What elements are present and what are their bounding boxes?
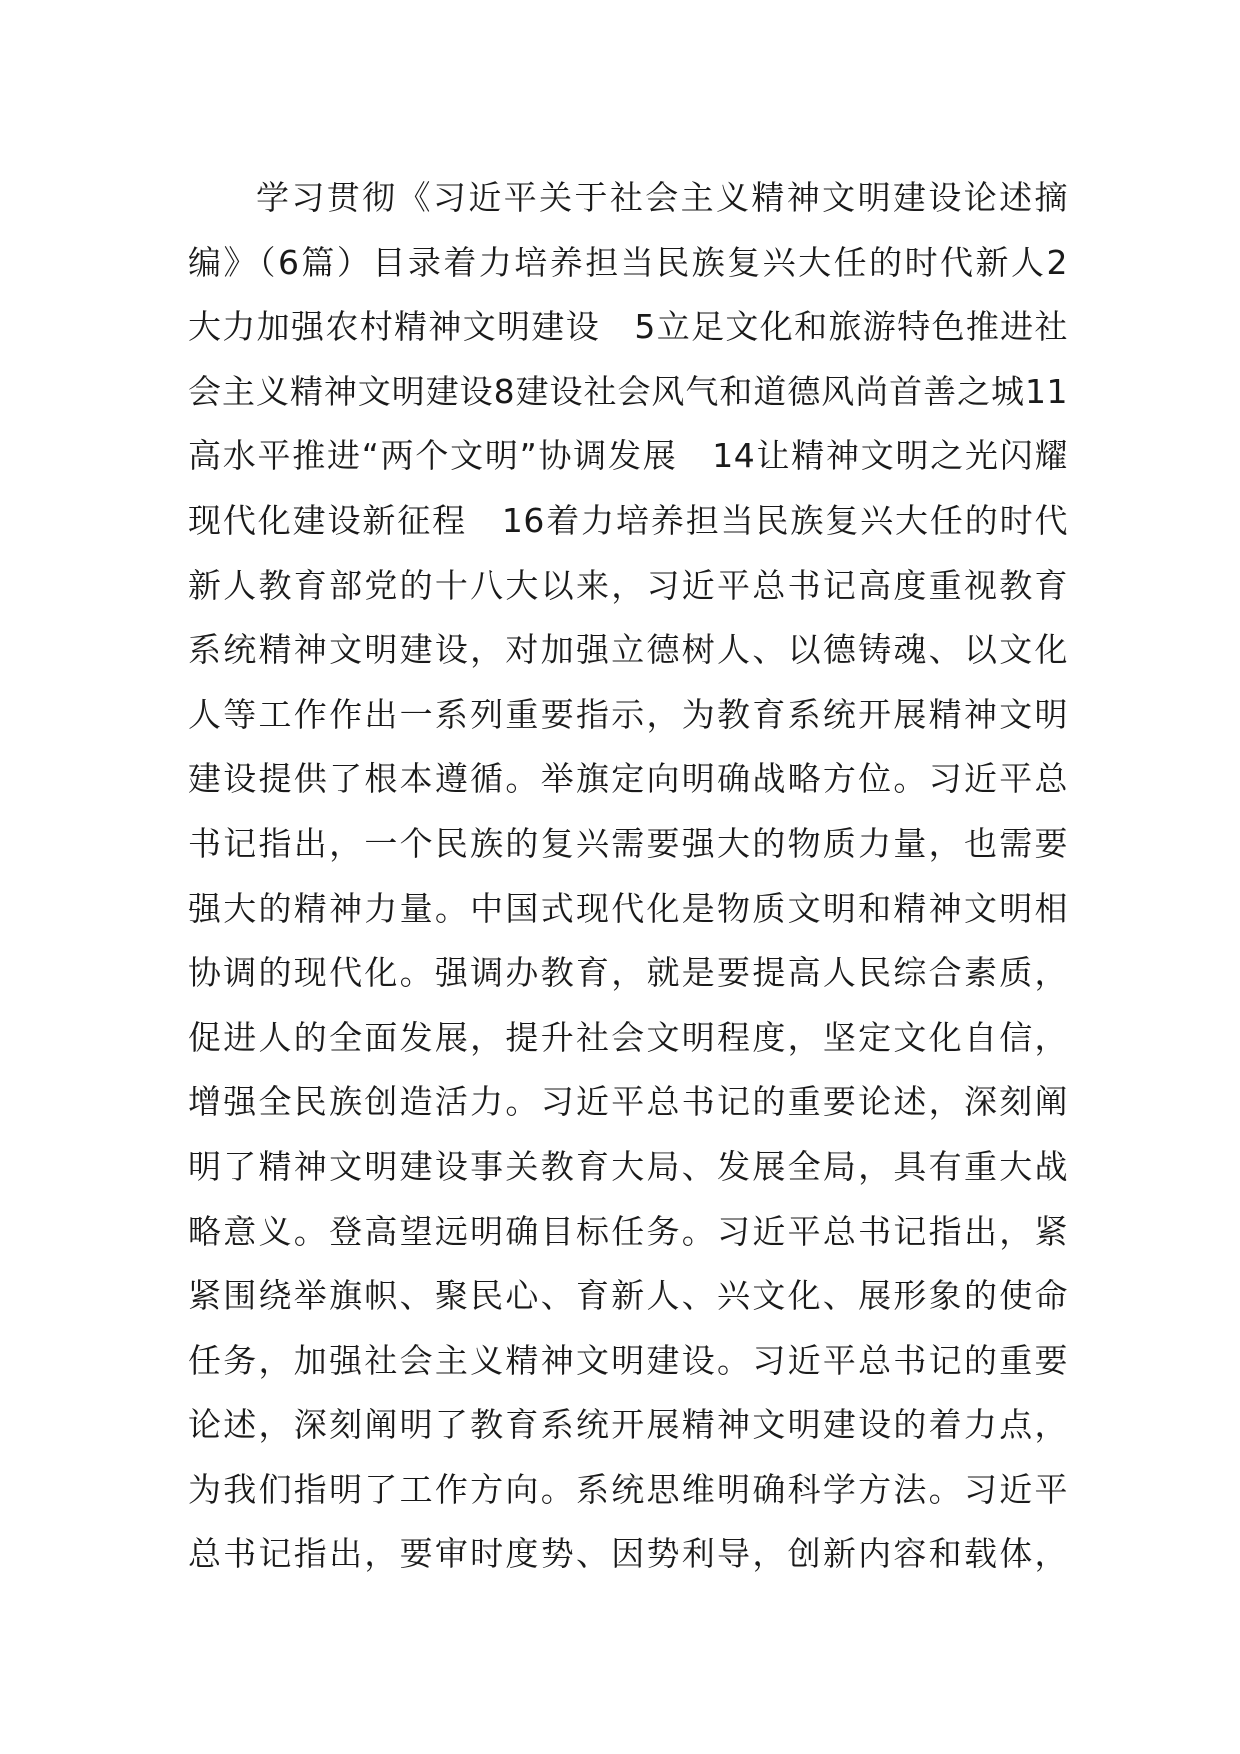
text-line-14: 促进人的全面发展，提升社会文明程度，坚定文化自信， [188,1017,1068,1057]
text-line-6: 现代化建设新征程 16着力培养担当民族复兴大任的时代 [188,500,1068,540]
text-line-19: 任务，加强社会主义精神文明建设。习近平总书记的重要 [188,1340,1068,1380]
text-line-1: 学习贯彻《习近平关于社会主义精神文明建设论述摘 [256,178,1068,217]
text-line-2: 编》（6篇）目录着力培养担当民族复兴大任的时代新人2 [188,242,1068,282]
body-text [188,166,1068,1587]
text-line-9: 人等工作作出一系列重要指示，为教育系统开展精神文明 [188,694,1068,734]
text-line-12: 强大的精神力量。中国式现代化是物质文明和精神文明相 [188,888,1068,928]
text-line-5: 高水平推进“两个文明”协调发展 14让精神文明之光闪耀 [188,436,1068,476]
text-line-17: 略意义。登高望远明确目标任务。习近平总书记指出，紧 [188,1211,1068,1251]
text-line-3: 大力加强农村精神文明建设 5立足文化和旅游特色推进社 [188,307,1068,347]
text-line-7: 新人教育部党的十八大以来，习近平总书记高度重视教育 [188,565,1068,605]
text-line-18: 紧围绕举旗帜、聚民心、育新人、兴文化、展形象的使命 [188,1276,1068,1316]
text-line-21: 为我们指明了工作方向。系统思维明确科学方法。习近平 [188,1469,1068,1509]
text-line-13: 协调的现代化。强调办教育，就是要提高人民综合素质， [188,953,1068,993]
text-line-10: 建设提供了根本遵循。举旗定向明确战略方位。习近平总 [188,759,1068,799]
text-line-20: 论述，深刻阐明了教育系统开展精神文明建设的着力点， [188,1405,1068,1445]
text-line-22: 总书记指出，要审时度势、因势利导，创新内容和载体， [188,1534,1068,1574]
text-line-8: 系统精神文明建设，对加强立德树人、以德铸魂、以文化 [188,630,1068,670]
text-line-16: 明了精神文明建设事关教育大局、发展全局，具有重大战 [188,1146,1068,1186]
text-line-4: 会主义精神文明建设8建设社会风气和道德风尚首善之城11 [188,371,1068,411]
text-line-11: 书记指出，一个民族的复兴需要强大的物质力量，也需要 [188,823,1068,863]
text-line-15: 增强全民族创造活力。习近平总书记的重要论述，深刻阐 [188,1082,1068,1122]
